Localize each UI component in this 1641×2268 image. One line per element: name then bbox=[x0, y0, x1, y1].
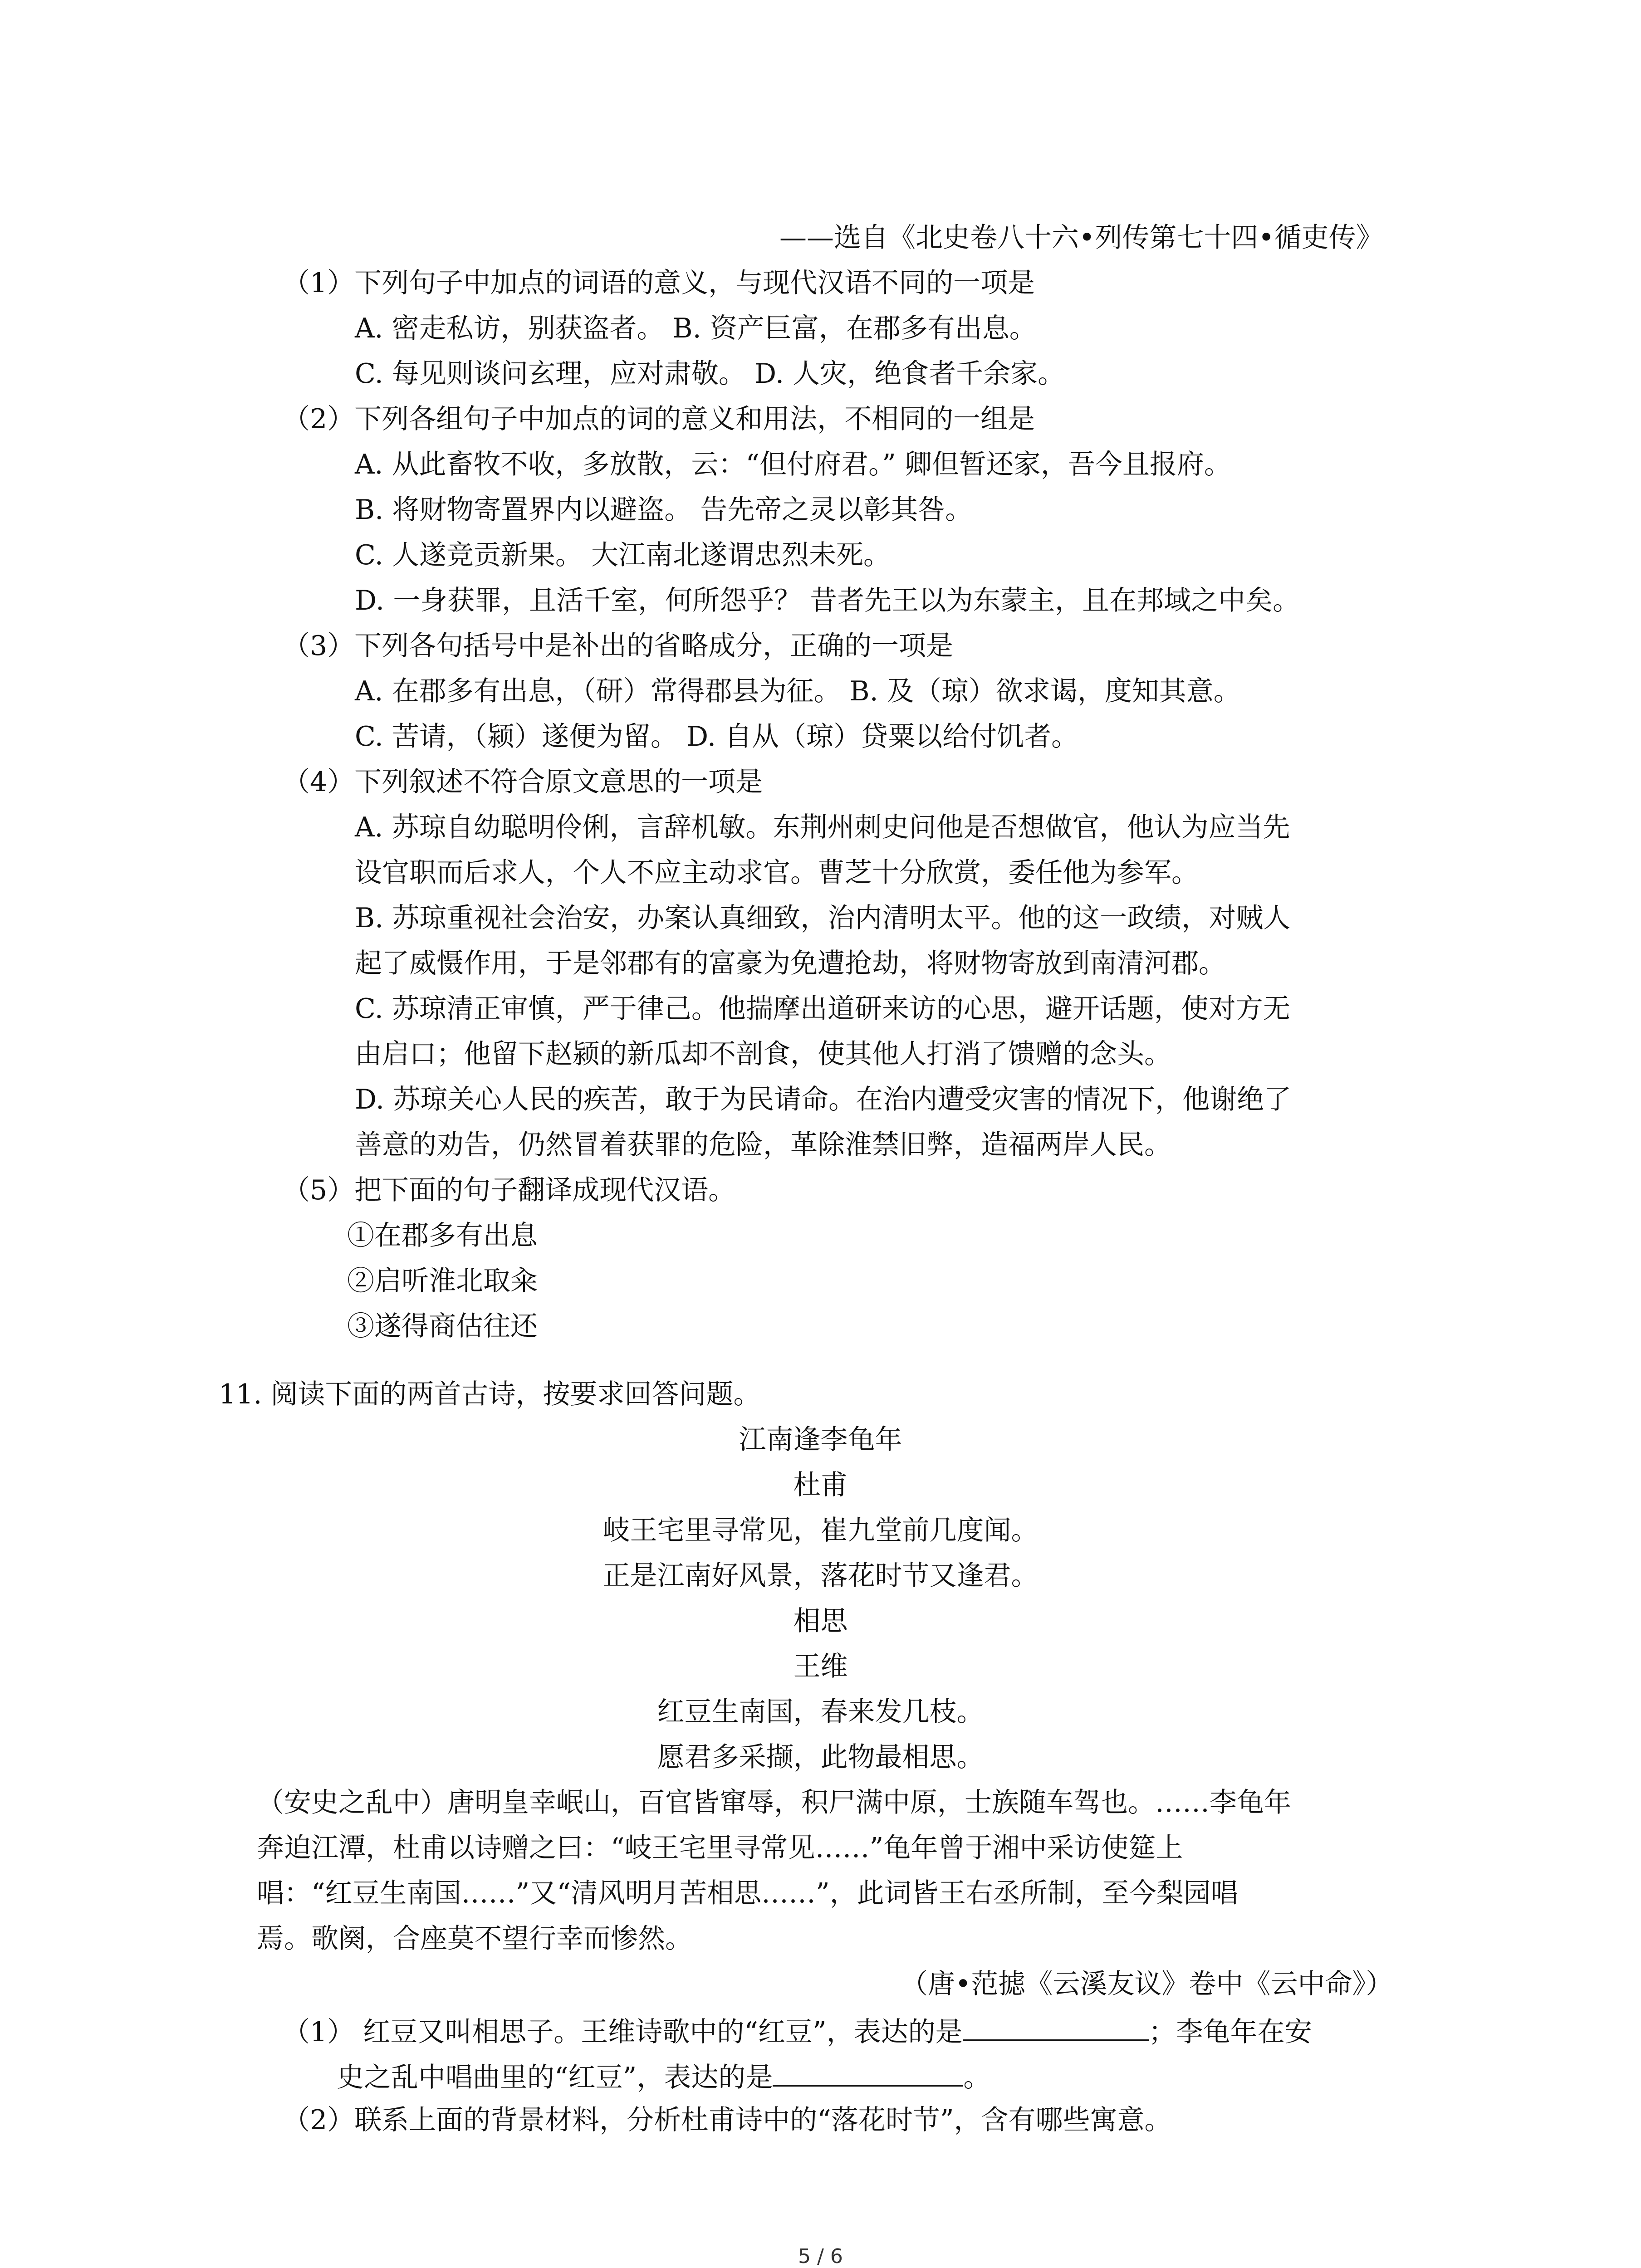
q10-4-option-d-line1: D. 苏琼关心人民的疾苦，敢于为民请命。在治内遭受灾害的情况下，他谢绝了 bbox=[355, 1084, 1292, 1115]
answer-blank-1[interactable] bbox=[963, 2011, 1149, 2041]
poem2-line1: 红豆生南国，春来发几枝。 bbox=[657, 1696, 984, 1728]
background-line2: 奔迫江潭，杜甫以诗赠之曰：“岐王宅里寻常见……”龟年曾于湘中采访使筵上 bbox=[257, 1832, 1183, 1864]
q10-2-option-d: D. 一身获罪，且活千室，何所怨乎？ 昔者先王以为东蒙主，且在邦域之中矣。 bbox=[355, 585, 1300, 616]
q10-5-item-1: ①在郡多有出息 bbox=[347, 1220, 538, 1251]
q10-4-option-a-line2: 设官职而后求人，个人不应主动求官。曹芝十分欣赏，委任他为参军。 bbox=[355, 857, 1199, 889]
q11-1-line1 bbox=[283, 2011, 1312, 2048]
q10-4-option-b-line2: 起了威慑作用，于是邻郡有的富豪为免遭抢劫，将财物寄放到南清河郡。 bbox=[355, 948, 1226, 979]
q10-4-option-c-line2: 由启口；他留下赵颍的新瓜却不剖食，使其他人打消了馈赠的念头。 bbox=[355, 1038, 1171, 1070]
q10-5-item-3: ③遂得商估往还 bbox=[347, 1310, 538, 1342]
poem2-title: 相思 bbox=[793, 1605, 848, 1637]
q11-1-text-d: 。 bbox=[963, 2062, 991, 2093]
q11-1-text-a: （1） 红豆又叫相思子。王维诗歌中的“红豆”，表达的是 bbox=[283, 2016, 963, 2048]
q10-3-options-ab: A. 在郡多有出息，（研）常得郡县为征。 B. 及（琼）欲求谒，度知其意。 bbox=[355, 675, 1241, 707]
q10-1-options-cd: C. 每见则谈问玄理，应对肃敬。 D. 人灾，绝食者千余家。 bbox=[355, 358, 1065, 390]
q10-1-options-ab: A. 密走私访，别获盗者。 B. 资产巨富，在郡多有出息。 bbox=[355, 313, 1037, 344]
q11-2-stem: （2）联系上面的背景材料，分析杜甫诗中的“落花时节”，含有哪些寓意。 bbox=[283, 2104, 1172, 2136]
q11-stem: 11. 阅读下面的两首古诗，按要求回答问题。 bbox=[219, 1378, 761, 1410]
q10-3-options-cd: C. 苦请，（颍）遂便为留。 D. 自从（琼）贷粟以给付饥者。 bbox=[355, 721, 1079, 753]
poem2-line2: 愿君多采撷，此物最相思。 bbox=[657, 1741, 984, 1773]
q11-1-line2 bbox=[337, 2057, 990, 2093]
poem1-line2: 正是江南好风景，落花时节又逢君。 bbox=[603, 1560, 1038, 1592]
answer-blank-2[interactable] bbox=[773, 2057, 963, 2087]
q10-4-option-a-line1: A. 苏琼自幼聪明伶俐，言辞机敏。东荆州刺史问他是否想做官，他认为应当先 bbox=[355, 811, 1290, 843]
q10-4-option-c-line1: C. 苏琼清正审慎，严于律己。他揣摩出道研来访的心思，避开话题，使对方无 bbox=[355, 993, 1290, 1025]
q10-4-option-d-line2: 善意的劝告，仍然冒着获罪的危险，革除淮禁旧弊，造福两岸人民。 bbox=[355, 1129, 1171, 1161]
q10-2-option-b: B. 将财物寄置界内以避盗。 告先帝之灵以彰其咎。 bbox=[355, 494, 973, 526]
poem1-line1: 岐王宅里寻常见，崔九堂前几度闻。 bbox=[603, 1515, 1038, 1546]
q10-5-stem: （5）把下面的句子翻译成现代汉语。 bbox=[283, 1174, 736, 1206]
source-citation: ——选自《北史卷八十六•列传第七十四•循吏传》 bbox=[779, 222, 1383, 254]
q10-3-stem: （3）下列各句括号中是补出的省略成分，正确的一项是 bbox=[283, 630, 954, 662]
q10-1-stem: （1）下列句子中加点的词语的意义，与现代汉语不同的一项是 bbox=[283, 267, 1035, 299]
q10-2-option-a: A. 从此畜牧不收，多放散，云：“但付府君。” 卿但暂还家，吾今且报府。 bbox=[355, 449, 1231, 480]
background-source: （唐•范摅《云溪友议》卷中《云中命》） bbox=[901, 1968, 1393, 2000]
q10-2-option-c: C. 人遂竞贡新果。 大江南北遂谓忠烈未死。 bbox=[355, 539, 891, 571]
background-line3: 唱：“红豆生南国……”又“清风明月苦相思……”，此词皆王右丞所制，至今梨园唱 bbox=[257, 1877, 1238, 1909]
poem2-author: 王维 bbox=[793, 1651, 848, 1682]
page-number: 5 / 6 bbox=[798, 2245, 843, 2268]
poem1-title: 江南逢李龟年 bbox=[739, 1424, 902, 1456]
background-line1: （安史之乱中）唐明皇幸岷山，百官皆窜辱，积尸满中原，士族随车驾也。……李龟年 bbox=[257, 1787, 1291, 1818]
q10-5-item-2: ②启听淮北取籴 bbox=[347, 1265, 538, 1297]
q10-4-stem: （4）下列叙述不符合原文意思的一项是 bbox=[283, 766, 763, 798]
q11-1-text-c: 史之乱中唱曲里的“红豆”，表达的是 bbox=[337, 2062, 773, 2093]
background-line4: 焉。歌阕，合座莫不望行幸而惨然。 bbox=[257, 1923, 692, 1955]
q10-2-stem: （2）下列各组句子中加点的词的意义和用法，不相同的一组是 bbox=[283, 403, 1035, 435]
q10-4-option-b-line1: B. 苏琼重视社会治安，办案认真细致，治内清明太平。他的这一政绩，对贼人 bbox=[355, 902, 1291, 934]
poem1-author: 杜甫 bbox=[793, 1469, 848, 1501]
q11-1-text-b: ；李龟年在安 bbox=[1148, 2016, 1312, 2048]
